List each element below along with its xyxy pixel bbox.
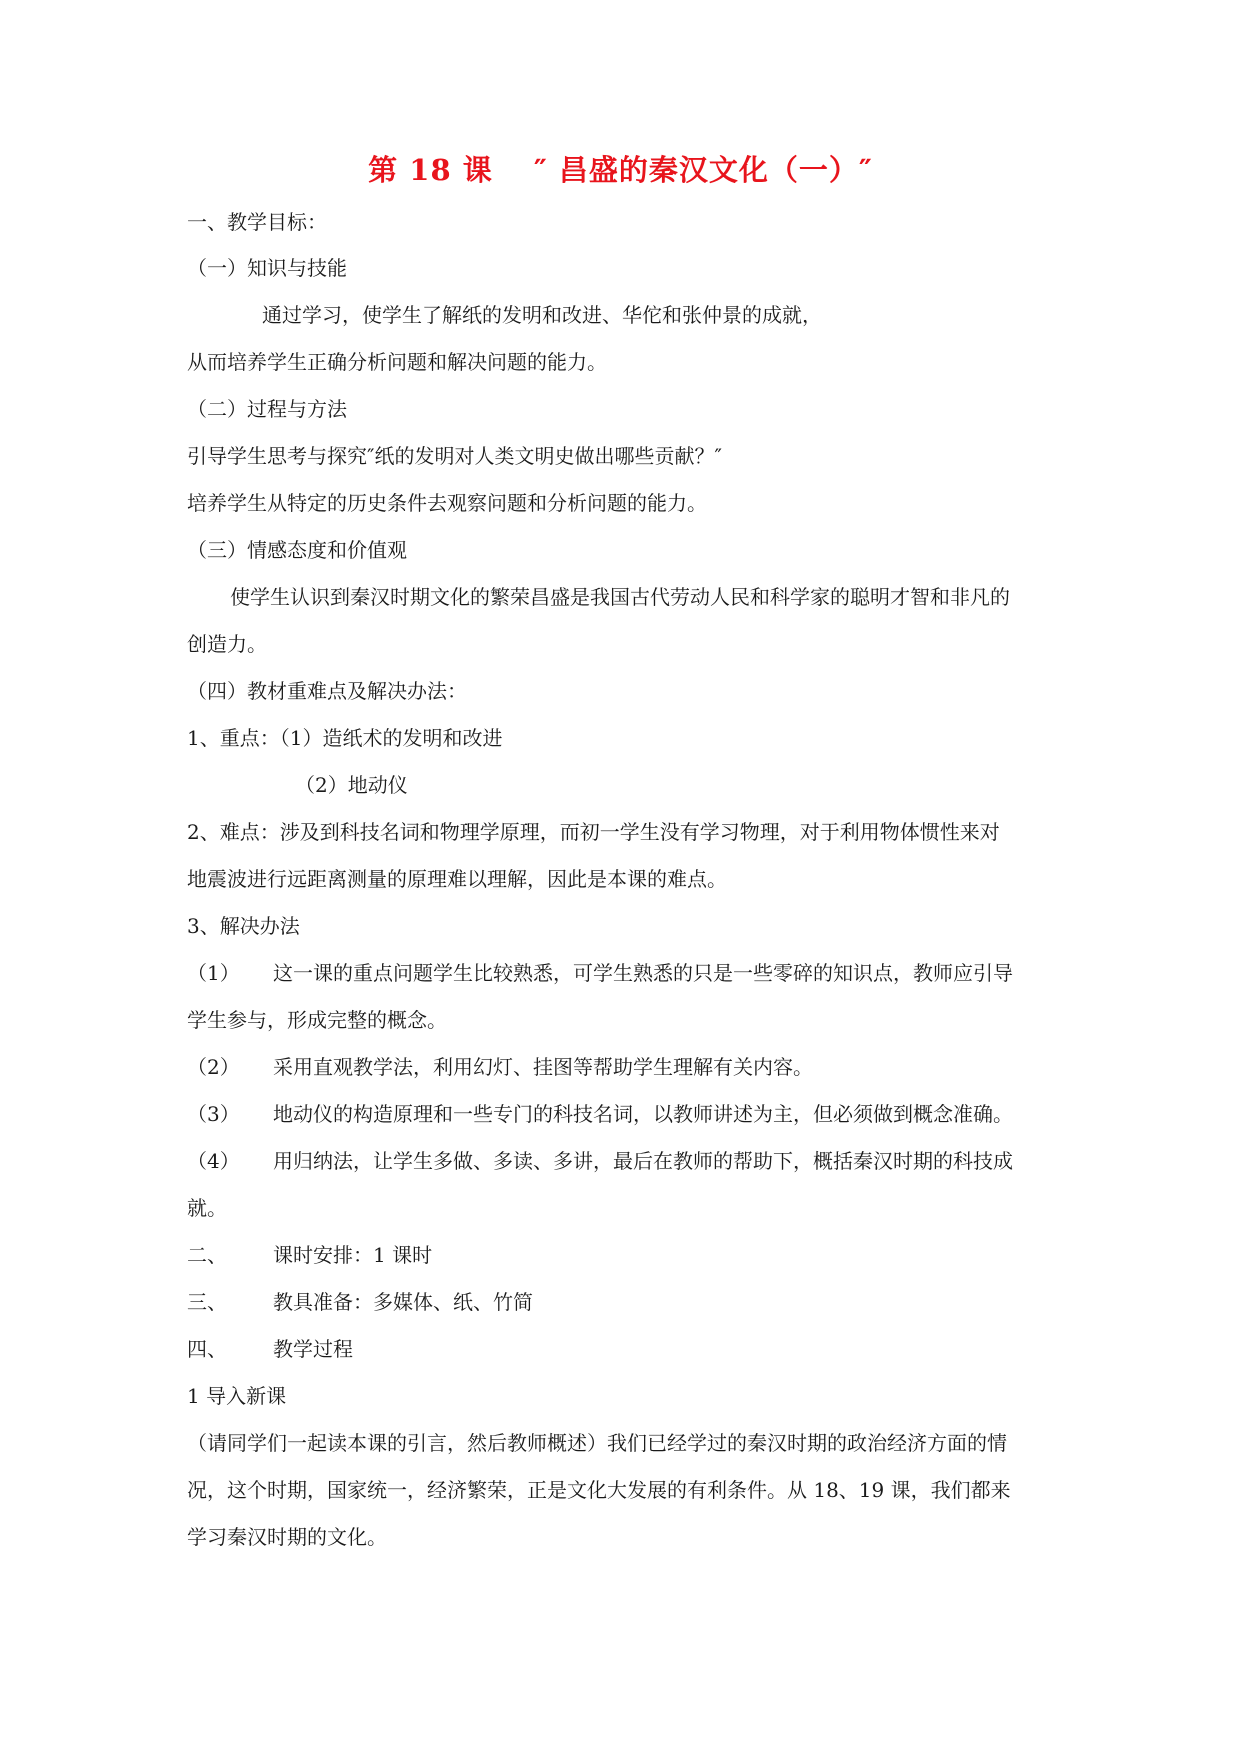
solution-item-3 [187,1099,1013,1129]
intro-paragraph-3: 学习秦汉时期的文化。 [187,1525,387,1549]
process-paragraph-1: 引导学生思考与探究″纸的发明对人类文明史做出哪些贡献？″ [187,444,722,468]
solution-text: 这一课的重点问题学生比较熟悉，可学生熟悉的只是一些零碎的知识点，教师应引导 [273,961,1013,985]
solution-text: 地动仪的构造原理和一些专门的科技名词，以教师讲述为主，但必须做到概念准确。 [273,1102,1013,1126]
solution-heading: 3、解决办法 [187,914,300,938]
solution-item-1 [187,958,1013,988]
emotion-paragraph-2: 创造力。 [187,632,267,656]
solution-number: （3） [187,1102,240,1126]
difficulty-paragraph-2: 地震波进行远距离测量的原理难以理解，因此是本课的难点。 [187,867,727,891]
knowledge-paragraph-2: 从而培养学生正确分析问题和解决问题的能力。 [187,350,607,374]
emotion-paragraph-1: 使学生认识到秦汉时期文化的繁荣昌盛是我国古代劳动人民和科学家的聪明才智和非凡的 [230,585,1010,609]
intro-paragraph-2: 况，这个时期，国家统一，经济繁荣，正是文化大发展的有利条件。从 18、19 课，我们都来 [187,1478,1011,1502]
intro-paragraph-1: （请同学们一起读本课的引言，然后教师概述）我们已经学过的秦汉时期的政治经济方面的情 [187,1431,1007,1455]
key-point-2: （2）地动仪 [295,773,408,797]
intro-heading: 1 导入新课 [187,1384,287,1408]
key-point-1: 1、重点：（1）造纸术的发明和改进 [187,726,503,750]
section-number: 四、 [187,1337,227,1361]
solution-text: 用归纳法，让学生多做、多读、多讲，最后在教师的帮助下，概括秦汉时期的科技成 [273,1149,1013,1173]
schedule-line [187,1240,432,1270]
solution-item-4 [187,1146,1013,1176]
page-title: 第 18 课 ″ 昌盛的秦汉文化（一）″ [368,153,873,187]
solution-number: （1） [187,961,240,985]
section-text: 课时安排：1 课时 [273,1243,433,1267]
process-heading: （二）过程与方法 [187,397,347,421]
solution-item-4-continued: 就。 [187,1196,227,1220]
solution-number: （2） [187,1055,240,1079]
key-heading: （四）教材重难点及解决办法： [187,679,467,703]
knowledge-paragraph-1: 通过学习，使学生了解纸的发明和改进、华佗和张仲景的成就， [262,303,822,327]
difficulty-paragraph-1: 2、难点：涉及到科技名词和物理学原理，而初一学生没有学习物理，对于利用物体惯性来对 [187,820,1000,844]
process-paragraph-2: 培养学生从特定的历史条件去观察问题和分析问题的能力。 [187,491,707,515]
goals-heading: 一、教学目标： [187,210,327,234]
process-line [187,1334,353,1364]
section-number: 三、 [187,1290,227,1314]
solution-text: 采用直观教学法，利用幻灯、挂图等帮助学生理解有关内容。 [273,1055,813,1079]
knowledge-heading: （一）知识与技能 [187,256,347,280]
solution-item-2 [187,1052,813,1082]
section-text: 教学过程 [273,1337,353,1361]
tools-line [187,1287,533,1317]
section-text: 教具准备：多媒体、纸、竹简 [273,1290,533,1314]
emotion-heading: （三）情感态度和价值观 [187,538,407,562]
section-number: 二、 [187,1243,227,1267]
solution-item-1-continued: 学生参与，形成完整的概念。 [187,1008,447,1032]
solution-number: （4） [187,1149,240,1173]
